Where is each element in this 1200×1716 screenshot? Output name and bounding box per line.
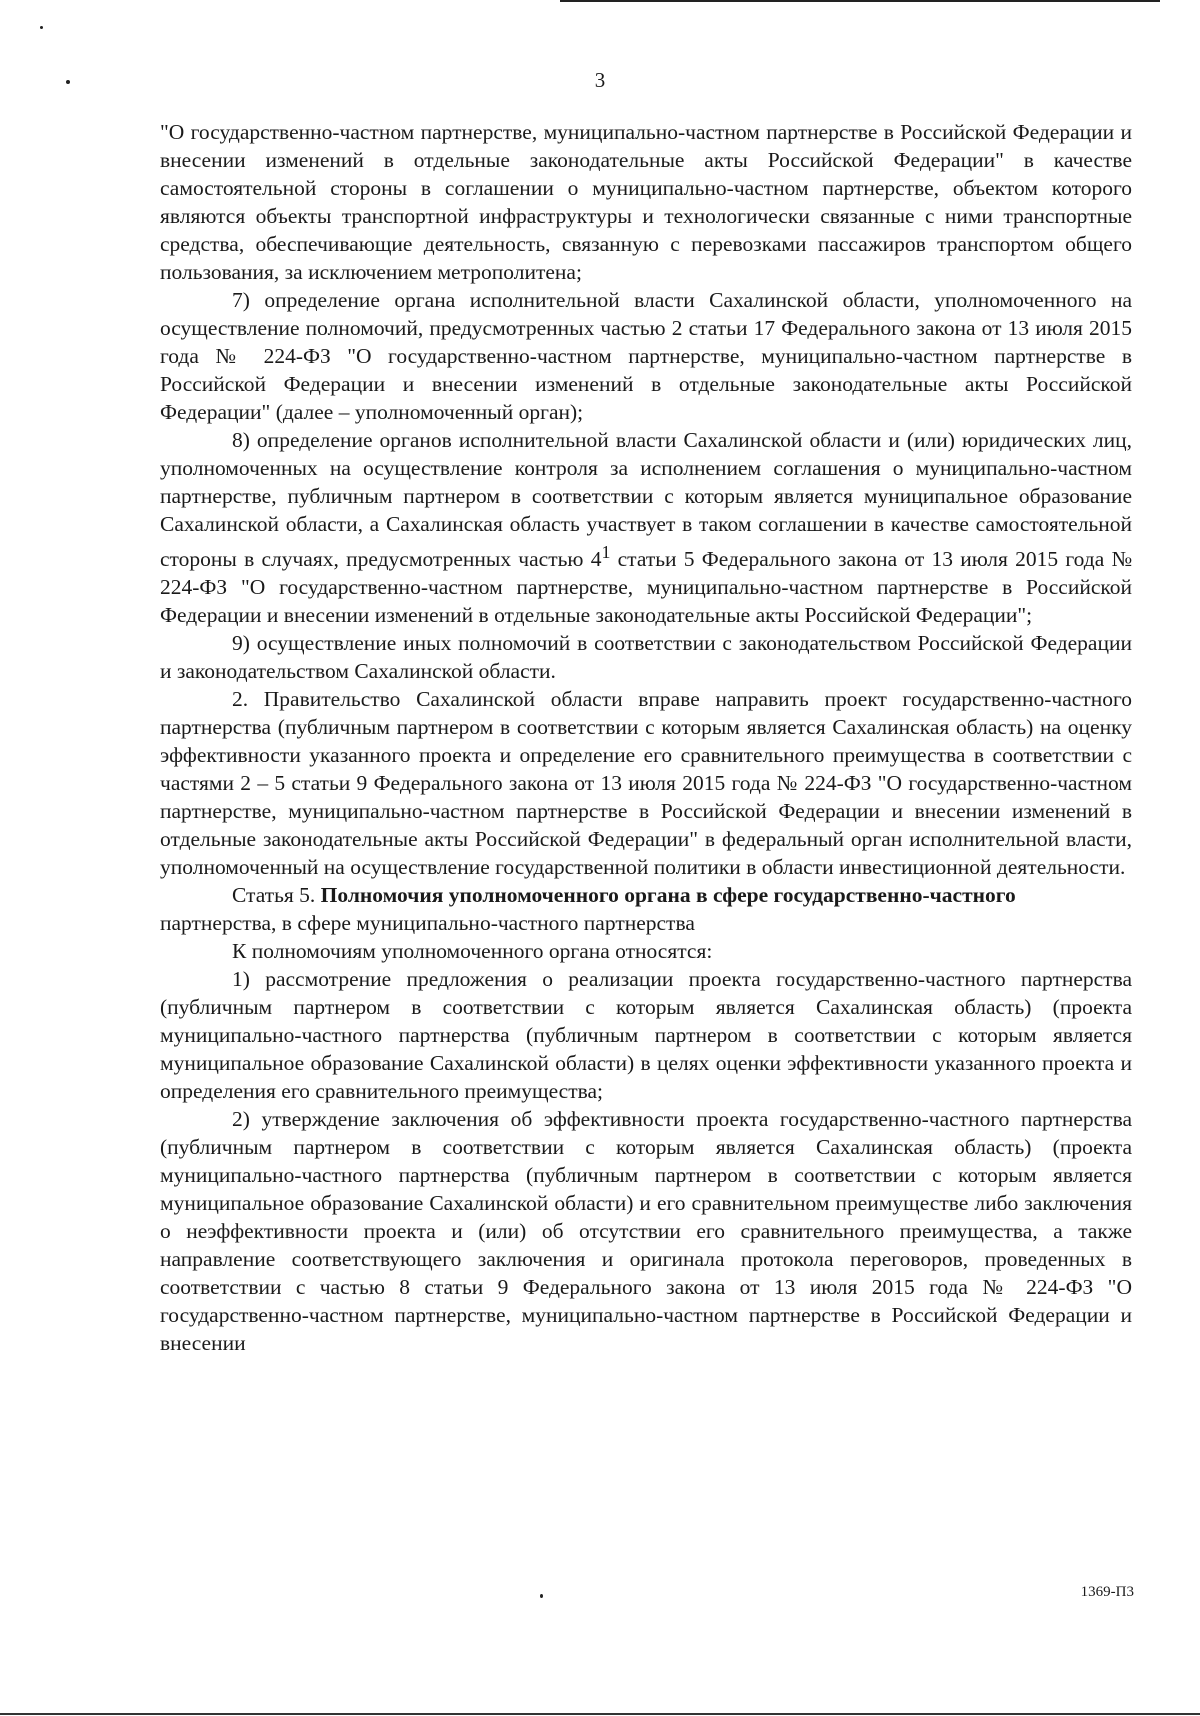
paragraph-item-9: 9) осуществление иных полномочий в соответствии с законодательством Российской Федерации и законодательством Сахалинской области. [160,631,1132,684]
article-heading-line1 [160,881,1132,909]
scan-speck [540,1594,543,1598]
superscript: 1 [601,542,611,562]
article-heading [160,881,1132,937]
document-code: 1369-П3 [1080,1584,1134,1600]
page-number: 3 [594,68,606,92]
document-body [160,118,1132,1357]
paragraph-item-8-part1: 8) определение органов исполнительной власти Сахалинской области и (или) юридических лиц, уполномоченных на осуществление контроля за исполнением соглашения о муниципально-частном партнерстве, публичным партнером в соответствии с которым является муниципальное образование Сахалинской области, а Сахалинская область участвует в таком соглашении в качестве самостоятельной стороны в случаях, предусмотренных частью 4 [160,428,1132,572]
scan-top-edge-line [560,0,1160,2]
paragraph-item-8-part2: статьи 5 Федерального закона от 13 июля 2015 года № 224-ФЗ "О государственно-частном партнерстве, муниципально-частном партнерстве в Российской Федерации и внесении изменений в отдельные законодательные акты Российской Федерации"; [160,547,1132,628]
scan-bottom-edge-line [0,1713,1200,1715]
article-title-line2: партнерства, в сфере муниципально-частного партнерства [160,911,695,936]
article-title-line1: Полномочия уполномоченного органа в сфере государственно-частного [320,883,1016,908]
paragraph-item-8 [160,426,1132,629]
article-intro: К полномочиям уполномоченного органа относятся: [232,939,713,964]
scan-speck [40,26,43,29]
paragraph-continuation: "О государственно-частном партнерстве, муниципально-частном партнерстве в Российской Федерации и внесении изменений в отдельные законодательные акты Российской Федерации" в качестве самостоятельной стороны в соглашении о муниципально-частном партнерстве, объектом которого являются объекты транспортной инфраструктуры и технологически связанные с ними транспортные средства, обеспечивающие деятельность, связанную с перевозками пассажиров транспортом общего пользования, за исключением метрополитена; [160,120,1132,284]
article-item-2: 2) утверждение заключения об эффективности проекта государственно-частного партнерства (публичным партнером в соответствии с которым является Сахалинская область) (проекта муниципально-частного партнерства (публичным партнером в соответствии с которым является муниципальное образование Сахалинской области) и его сравнительном преимуществе либо заключения о неэффективности проекта и (или) об отсутствии его сравнительного преимущества, а также направление соответствующего заключения и оригинала протокола переговоров, проведенных в соответствии с частью 8 статьи 9 Федерального закона от 13 июля 2015 года № 224-ФЗ "О государственно-частном партнерстве, муниципально-частном партнерстве в Российской Федерации и внесении [160,1107,1132,1356]
article-item-1: 1) рассмотрение предложения о реализации проекта государственно-частного партнерства (публичным партнером в соответствии с которым является Сахалинская область) (проекта муниципально-частного партнерства (публичным партнером в соответствии с которым является муниципальное образование Сахалинской области) в целях оценки эффективности указанного проекта и определения его сравнительного преимущества; [160,967,1132,1104]
paragraph-item-7: 7) определение органа исполнительной власти Сахалинской области, уполномоченного на осуществление полномочий, предусмотренных частью 2 статьи 17 Федерального закона от 13 июля 2015 года № 224-ФЗ "О государственно-частном партнерстве, муниципально-частном партнерстве в Российской Федерации и внесении изменений в отдельные законодательные акты Российской Федерации" (далее – уполномоченный орган); [160,288,1132,424]
article-label: Статья 5. [232,883,321,908]
paragraph-section-2: 2. Правительство Сахалинской области вправе направить проект государственно-частного партнерства (публичным партнером в соответствии с которым является Сахалинская область) на оценку эффективности указанного проекта и определение его сравнительного преимущества в соответствии с частями 2 – 5 статьи 9 Федерального закона от 13 июля 2015 года № 224-ФЗ "О государственно-частном партнерстве, муниципально-частном партнерстве в Российской Федерации и внесении изменений в отдельные законодательные акты Российской Федерации" в федеральный орган исполнительной власти, уполномоченный на осуществление государственной политики в области инвестиционной деятельности. [160,687,1132,880]
